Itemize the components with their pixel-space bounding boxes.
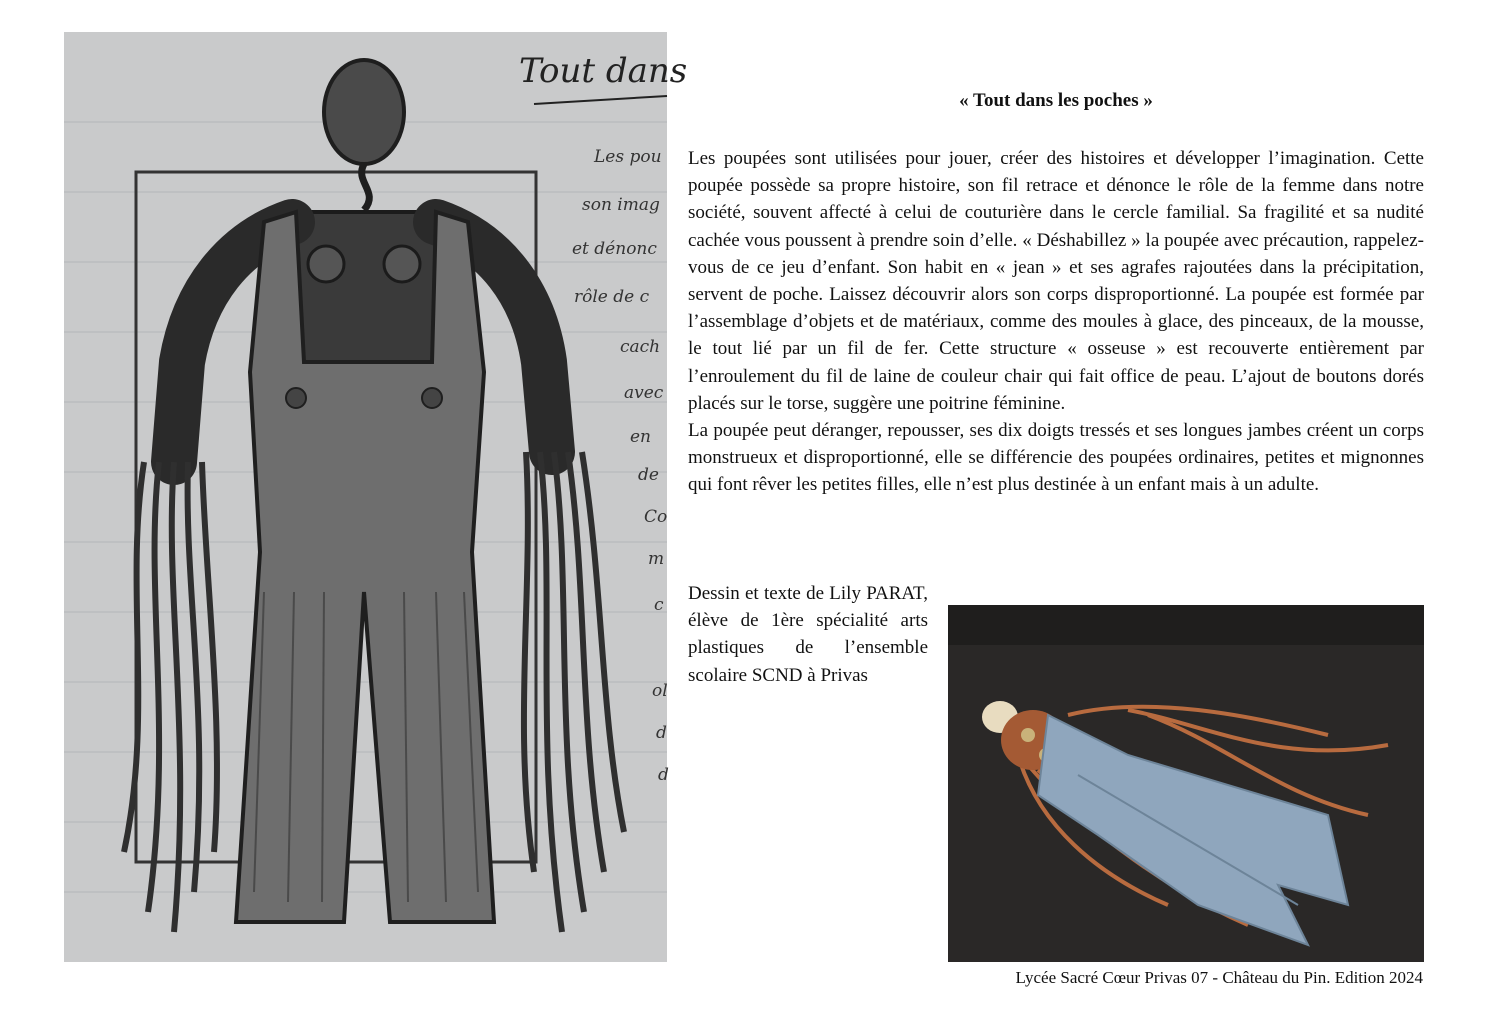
sketch-note-line: m: [648, 549, 665, 569]
sketch-note-line: ol: [652, 681, 668, 701]
main-text: [688, 145, 1424, 499]
sketch-note-line: d: [656, 723, 667, 743]
doll-photo: [948, 605, 1424, 962]
sketch-note-line: cach: [620, 337, 661, 357]
sketch-note-line: Co: [644, 507, 668, 527]
sketch-note-line: en: [630, 427, 652, 447]
sketch-heading: Tout dans: [519, 51, 688, 91]
paragraph: Les poupées sont utilisées pour jouer, créer des histoires et développer l’imagination. Cette poupée possède sa propre histoire, son fil retrace et dénonce le rôle de la femme dans notre société, souvent affecté à celui de couturière dans le cercle familial. Sa fragilité et sa nudité cachée vous poussent à prendre soin d’elle. « Déshabillez » la poupée avec précaution, rappelez-vous de ce jeu d’enfant. Son habit en « jean » et ses agrafes rajoutées dans la précipitation, servent de poche. Laissez découvrir alors son corps disproportionné. La poupée est formée par l’assemblage d’objets et de matériaux, comme des moules à glace, des pinceaux, de la mousse, le tout lié par un fil de fer. Cette structure « osseuse » est recouverte entièrement par l’enroulement du fil de laine de couleur chair qui fait office de peau. L’ajout de boutons dorés placés sur le torse, suggère une poitrine féminine.: [688, 148, 1424, 414]
paragraph: La poupée peut déranger, repousser, ses dix doigts tressés et ses longues jambes créent un corps monstrueux et disproportionné, elle se différencie des poupées ordinaires, petites et mignonnes qui font rêver les petites filles, elle n’est plus destinée à un enfant mais à un adulte.: [688, 420, 1424, 496]
footer-caption: Lycée Sacré Cœur Privas 07 - Château du Pin. Edition 2024: [1015, 968, 1423, 987]
author-credit: Dessin et texte de Lily PARAT, élève de 1ère spécialité arts plastiques de l’ensemble scolaire SCND à Privas: [688, 583, 928, 686]
sketch-note-line: d: [658, 765, 669, 785]
charcoal-drawing: [64, 32, 688, 962]
sketch-note-line: Les pou: [594, 147, 662, 167]
page-title: « Tout dans les poches »: [959, 90, 1153, 111]
sketch-note-line: et dénonc: [572, 239, 657, 259]
sketch-note-line: son imag: [582, 195, 660, 215]
sketch-note-line: c: [654, 595, 664, 615]
sketch-note-line: avec: [624, 383, 664, 403]
sketch-note-line: de: [638, 465, 659, 485]
sketch-note-line: rôle de c: [574, 287, 650, 307]
